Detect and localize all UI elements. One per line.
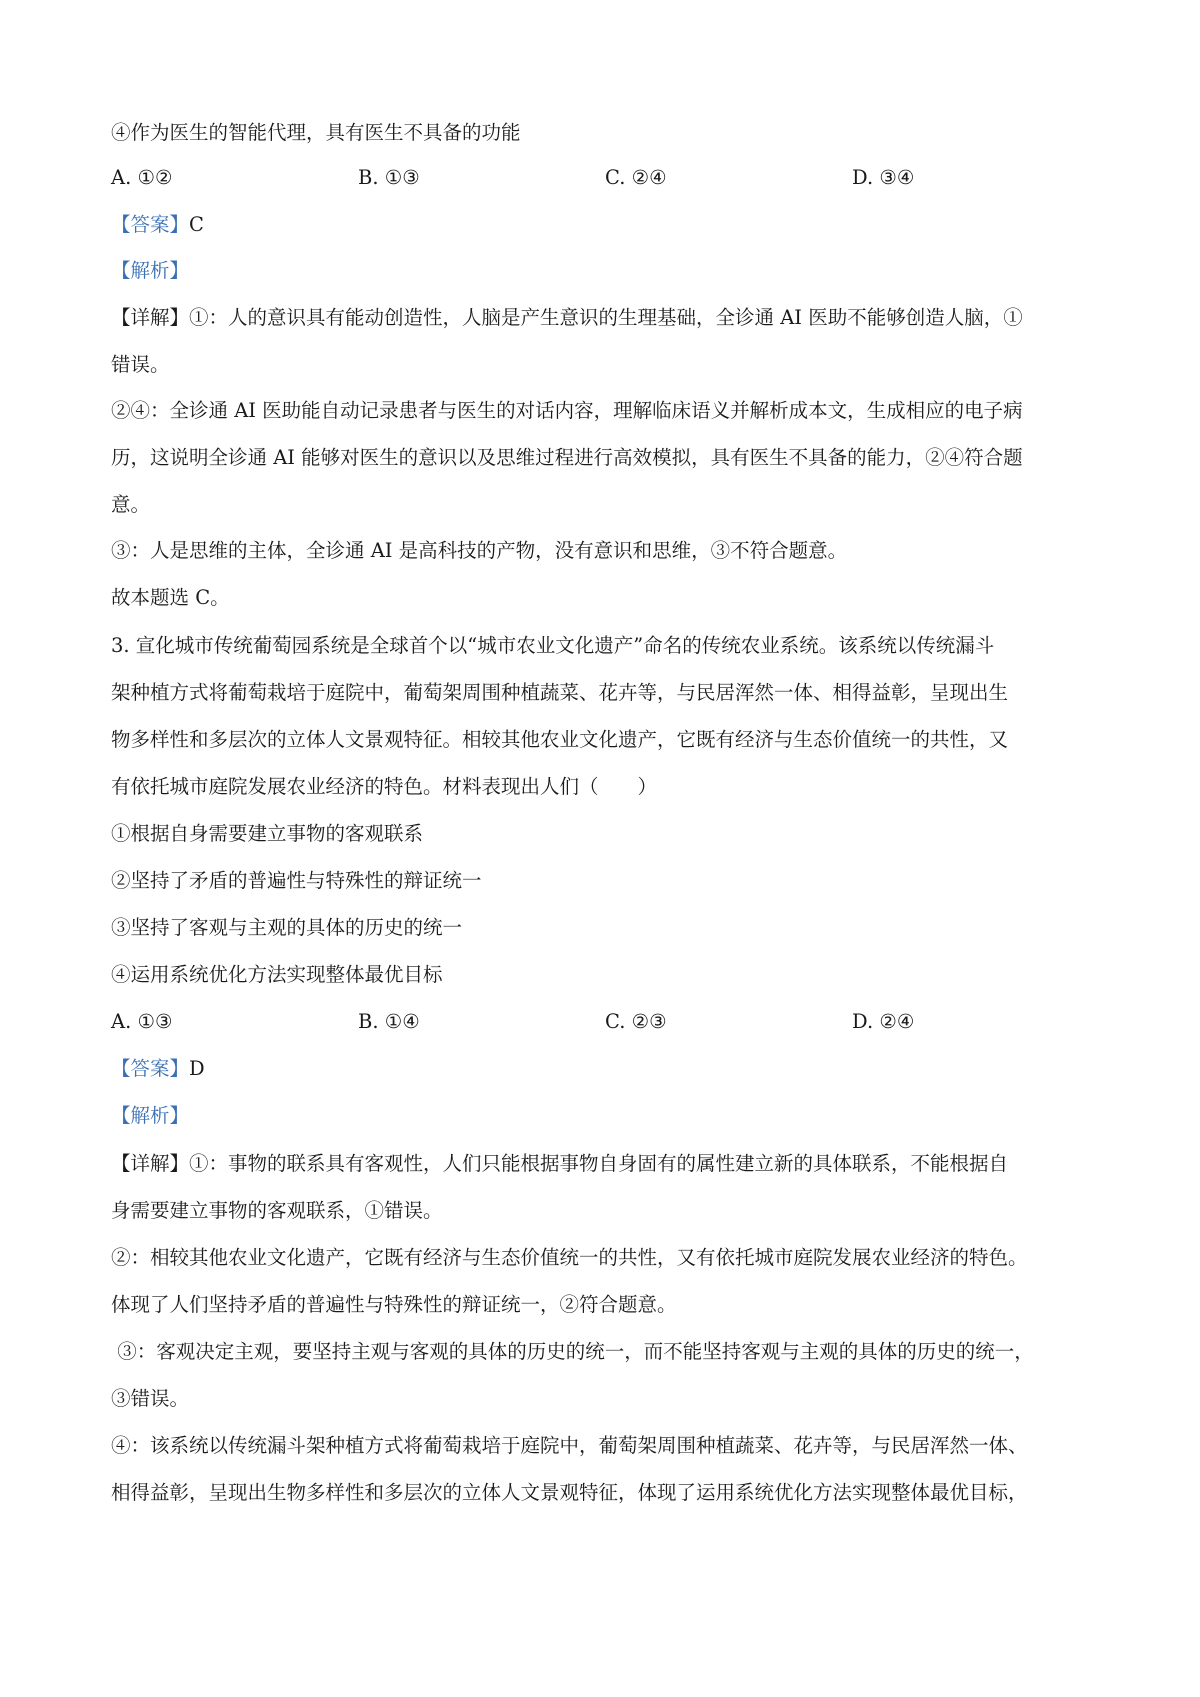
q3-detail-4b: 相得益彰，呈现出生物多样性和多层次的立体人文景观特征，体现了运用系统优化方法实现整体最优目标， bbox=[111, 1481, 1028, 1504]
detail-text: ①：人的意识具有能动创造性，人脑是产生意识的生理基础，全诊通 AI 医助不能够创造人脑，① bbox=[189, 306, 1023, 329]
q3-detail-3a: ③：客观决定主观，要坚持主观与客观的具体的历史的统一，而不能坚持客观与主观的具体的历史的统一， bbox=[111, 1340, 1034, 1363]
detail-tag: 【详解】 bbox=[111, 1152, 190, 1175]
q3-choice-c: C. ②③ bbox=[605, 1010, 667, 1033]
q3-stem-3: 物多样性和多层次的立体人文景观特征。相较其他农业文化遗产，它既有经济与生态价值统一的共性，又 bbox=[111, 728, 1009, 751]
q3-choice-b: B. ①④ bbox=[358, 1010, 420, 1033]
q2-detail-2b: 历，这说明全诊通 AI 能够对医生的意识以及思维过程进行高效模拟，具有医生不具备的能力，②④符合题 bbox=[111, 446, 1023, 469]
q3-stem-2: 架种植方式将葡萄栽培于庭院中，葡萄架周围种植蔬菜、花卉等，与民居浑然一体、相得益彰，呈现出生 bbox=[111, 681, 1009, 704]
q2-choice-c: C. ②④ bbox=[605, 166, 667, 189]
q3-option-2: ②坚持了矛盾的普遍性与特殊性的辩证统一 bbox=[111, 869, 482, 892]
q2-choice-d: D. ③④ bbox=[852, 166, 915, 189]
q2-detail-1a bbox=[111, 305, 1023, 331]
q2-detail-3: ③：人是思维的主体，全诊通 AI 是高科技的产物，没有意识和思维，③不符合题意。 bbox=[111, 539, 848, 562]
answer-tag: 【答案】 bbox=[111, 213, 190, 236]
detail-tag: 【详解】 bbox=[111, 306, 190, 329]
q2-detail-2c: 意。 bbox=[111, 493, 151, 516]
answer-value: D bbox=[189, 1057, 205, 1080]
q2-option-4: ④作为医生的智能代理，具有医生不具备的功能 bbox=[111, 121, 521, 144]
q3-option-4: ④运用系统优化方法实现整体最优目标 bbox=[111, 963, 443, 986]
q3-stem-4: 有依托城市庭院发展农业经济的特色。材料表现出人们（ ） bbox=[111, 775, 658, 798]
q2-answer bbox=[111, 212, 204, 238]
q3-option-3: ③坚持了客观与主观的具体的历史的统一 bbox=[111, 916, 463, 939]
q2-analysis-tag bbox=[111, 258, 189, 284]
analysis-tag: 【解析】 bbox=[111, 259, 190, 282]
q3-choice-a: A. ①③ bbox=[111, 1010, 173, 1033]
q2-choice-a: A. ①② bbox=[111, 166, 173, 189]
q2-choice-b: B. ①③ bbox=[358, 166, 420, 189]
q3-detail-1a bbox=[111, 1151, 1008, 1177]
answer-value: C bbox=[189, 213, 204, 236]
q3-answer bbox=[111, 1056, 205, 1082]
answer-tag: 【答案】 bbox=[111, 1057, 190, 1080]
q3-analysis-tag bbox=[111, 1103, 189, 1129]
analysis-tag: 【解析】 bbox=[111, 1104, 190, 1127]
q2-detail-2a: ②④：全诊通 AI 医助能自动记录患者与医生的对话内容，理解临床语义并解析成本文，生成相应的电子病 bbox=[111, 399, 1023, 422]
detail-text: ①：事物的联系具有客观性，人们只能根据事物自身固有的属性建立新的具体联系，不能根据自 bbox=[189, 1152, 1009, 1175]
q2-conclusion: 故本题选 C。 bbox=[111, 586, 230, 609]
q3-detail-3b: ③错误。 bbox=[111, 1387, 190, 1410]
q2-detail-1b: 错误。 bbox=[111, 353, 170, 376]
q3-choice-d: D. ②④ bbox=[852, 1010, 915, 1033]
q3-detail-4a: ④：该系统以传统漏斗架种植方式将葡萄栽培于庭院中，葡萄架周围种植蔬菜、花卉等，与民居浑然一体、 bbox=[111, 1434, 1028, 1457]
q3-detail-2b: 体现了人们坚持矛盾的普遍性与特殊性的辩证统一，②符合题意。 bbox=[111, 1293, 677, 1316]
q3-option-1: ①根据自身需要建立事物的客观联系 bbox=[111, 822, 424, 845]
q3-stem-1: 3. 宣化城市传统葡萄园系统是全球首个以“城市农业文化遗产”命名的传统农业系统。该系统以传统漏斗 bbox=[111, 634, 995, 657]
q3-detail-2a: ②：相较其他农业文化遗产，它既有经济与生态价值统一的共性，又有依托城市庭院发展农业经济的特色。 bbox=[111, 1246, 1028, 1269]
q3-detail-1b: 身需要建立事物的客观联系，①错误。 bbox=[111, 1199, 443, 1222]
